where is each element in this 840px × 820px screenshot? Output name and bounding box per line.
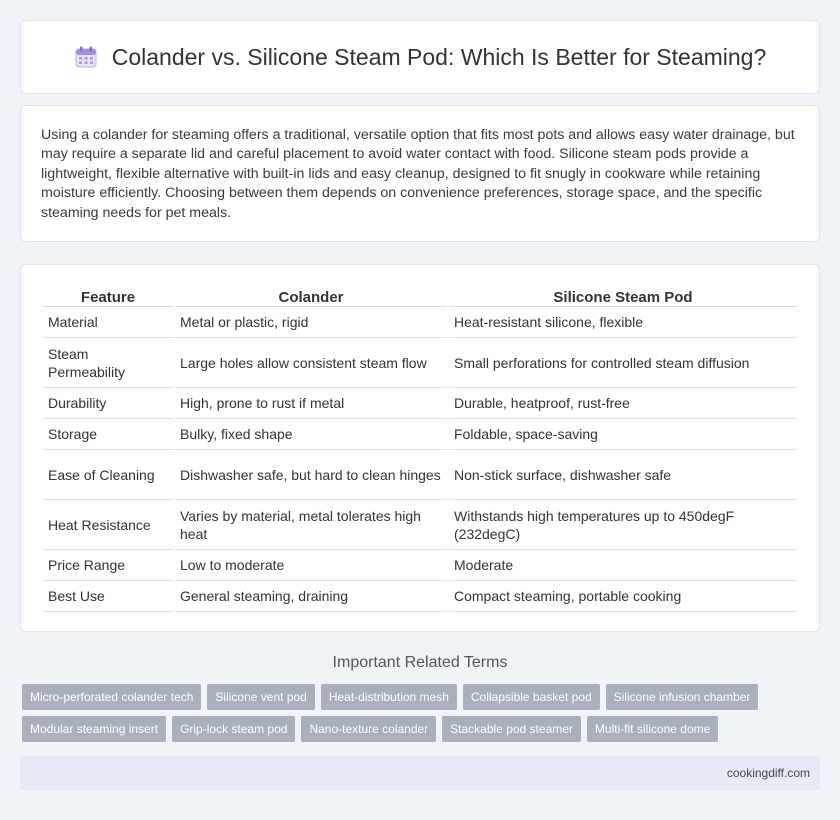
- colander-cell: General steaming, draining: [175, 581, 447, 612]
- header-feature: Feature: [43, 285, 173, 307]
- feature-cell: Steam Permeability: [43, 338, 173, 388]
- feature-cell: Ease of Cleaning: [43, 450, 173, 500]
- colander-cell: High, prone to rust if metal: [175, 388, 447, 419]
- silicone-pod-cell: Durable, heatproof, rust-free: [449, 388, 797, 419]
- feature-cell: Durability: [43, 388, 173, 419]
- colander-cell: Dishwasher safe, but hard to clean hinges: [175, 450, 447, 500]
- summary-card: [20, 105, 820, 242]
- related-tag[interactable]: Grip-lock steam pod: [172, 716, 295, 742]
- title-card: [20, 20, 820, 94]
- colander-cell: Bulky, fixed shape: [175, 419, 447, 450]
- table-row: [43, 388, 797, 419]
- related-tag[interactable]: Silicone vent pod: [207, 684, 314, 710]
- calendar-icon: [74, 45, 98, 69]
- silicone-pod-cell: Small perforations for controlled steam diffusion: [449, 338, 797, 388]
- footer: [20, 756, 820, 790]
- table-row: [43, 338, 797, 388]
- related-tag[interactable]: Silicone infusion chamber: [606, 684, 759, 710]
- feature-cell: Best Use: [43, 581, 173, 612]
- table-row: [43, 450, 797, 500]
- table-row: [43, 581, 797, 612]
- colander-cell: Metal or plastic, rigid: [175, 307, 447, 338]
- header-silicone-pod: Silicone Steam Pod: [449, 285, 797, 307]
- silicone-pod-cell: Non-stick surface, dishwasher safe: [449, 450, 797, 500]
- related-terms-title: Important Related Terms: [332, 654, 508, 671]
- silicone-pod-cell: Moderate: [449, 550, 797, 581]
- related-tag[interactable]: Stackable pod steamer: [442, 716, 581, 742]
- colander-cell: Large holes allow consistent steam flow: [175, 338, 447, 388]
- table-row: [43, 500, 797, 550]
- silicone-pod-cell: Withstands high temperatures up to 450degF (232degC): [449, 500, 797, 550]
- page-title: Colander vs. Silicone Steam Pod: Which Is Better for Steaming?: [111, 43, 767, 70]
- feature-cell: Heat Resistance: [43, 500, 173, 550]
- related-tag[interactable]: Micro-perforated colander tech: [22, 684, 201, 710]
- feature-cell: Storage: [43, 419, 173, 450]
- summary-text: Using a colander for steaming offers a traditional, versatile option that fits most pots and allows easy water drainage, but may require a separate lid and careful placement to avoid water contact with food. Silicone steam pods provide a lightweight, flexible alternative with built-in lids and easy cleanup, designed to fit snugly in cookware while retaining moisture efficiently. Choosing between them depends on convenience preferences, storage space, and the specific steaming needs for pet meals.: [41, 127, 795, 221]
- tag-row: [22, 716, 822, 742]
- related-tag[interactable]: Modular steaming insert: [22, 716, 166, 742]
- footer-site-link[interactable]: cookingdiff.com: [726, 766, 810, 780]
- related-tags: [22, 684, 822, 748]
- related-tag[interactable]: Multi-fit silicone dome: [587, 716, 718, 742]
- related-tag[interactable]: Nano-texture colander: [301, 716, 436, 742]
- header-colander: Colander: [175, 285, 447, 307]
- related-tag[interactable]: Collapsible basket pod: [463, 684, 600, 710]
- related-tag[interactable]: Heat-distribution mesh: [321, 684, 457, 710]
- silicone-pod-cell: Heat-resistant silicone, flexible: [449, 307, 797, 338]
- tag-row: [22, 684, 822, 710]
- silicone-pod-cell: Compact steaming, portable cooking: [449, 581, 797, 612]
- silicone-pod-cell: Foldable, space-saving: [449, 419, 797, 450]
- table-header-row: [43, 285, 797, 307]
- table-row: [43, 307, 797, 338]
- comparison-table-card: [20, 264, 820, 632]
- colander-cell: Varies by material, metal tolerates high heat: [175, 500, 447, 550]
- comparison-table: [41, 285, 799, 612]
- feature-cell: Price Range: [43, 550, 173, 581]
- colander-cell: Low to moderate: [175, 550, 447, 581]
- table-row: [43, 419, 797, 450]
- feature-cell: Material: [43, 307, 173, 338]
- table-row: [43, 550, 797, 581]
